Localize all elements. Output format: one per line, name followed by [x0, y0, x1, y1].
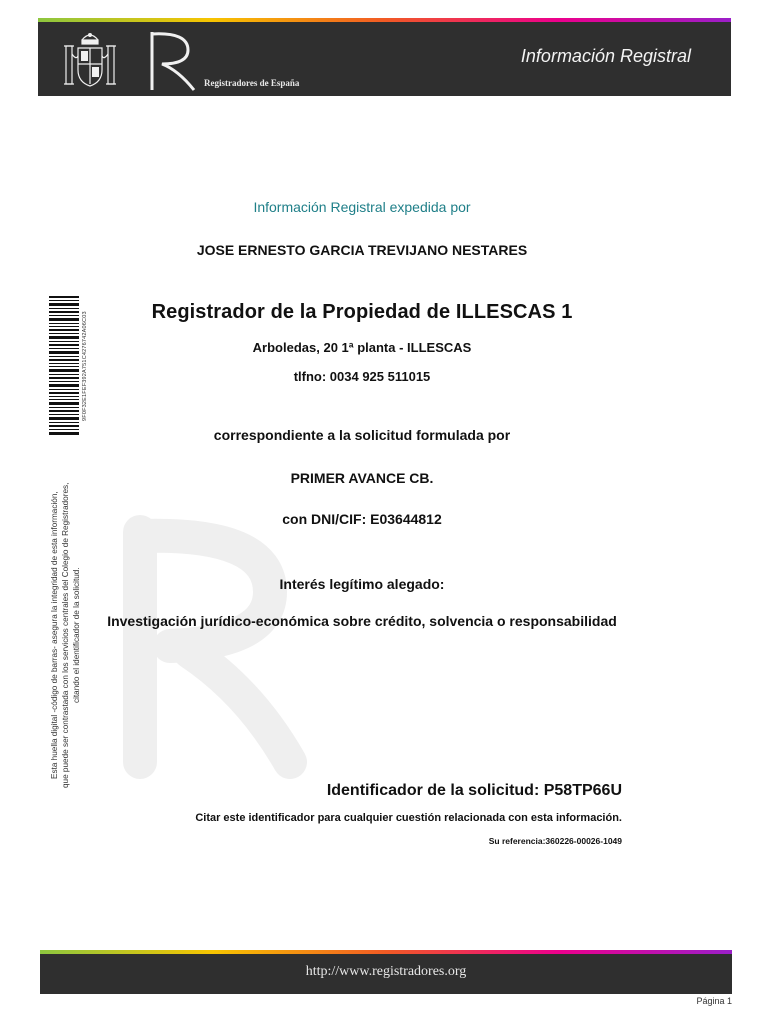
barcode-icon	[49, 296, 79, 436]
footer-color-stripe	[40, 950, 732, 954]
registry-title: Registrador de la Propiedad de ILLESCAS 1	[151, 301, 573, 323]
coat-of-arms-icon	[62, 26, 118, 92]
registradores-logo	[62, 26, 302, 92]
request-identifier: Identificador de la solicitud: P58TP66U	[326, 782, 622, 799]
header-bar	[38, 18, 731, 96]
header-color-stripe	[38, 18, 731, 22]
registry-address: Arboledas, 20 1ª planta - ILLESCAS	[252, 340, 472, 355]
requested-by-label: correspondiente a la solicitud formulada por	[213, 427, 511, 443]
footer-bar	[40, 950, 732, 994]
header-title: Información Registral	[520, 46, 691, 66]
issued-by-label: Información Registral expedida por	[253, 199, 471, 215]
integrity-note	[49, 470, 89, 800]
integrity-note-line: que puede ser contrastada con los servicios centrales del Colegio de Registradores,	[61, 482, 70, 788]
integrity-note-line: Esta huella digital -código de barras- asegura la integridad de esta información,	[50, 491, 59, 779]
interest-text: Investigación jurídico-económica sobre crédito, solvencia o responsabilidad	[107, 613, 617, 629]
interest-label: Interés legítimo alegado:	[279, 576, 445, 592]
barcode-text: 9F0F32E1FEF392A751C4276742A06C03	[82, 311, 88, 421]
cite-note: Citar este identificador para cualquier cuestión relacionada con esta información.	[195, 812, 622, 824]
org-name: Registradores de España	[204, 78, 300, 88]
footer-url-link[interactable]: http://www.registradores.org	[305, 964, 467, 979]
integrity-note-line: citando el identificador de la solicitud.	[72, 567, 81, 703]
r-watermark-icon	[100, 512, 310, 782]
applicant-name: PRIMER AVANCE CB.	[290, 470, 434, 486]
registry-phone: tlfno: 0034 925 511015	[293, 369, 431, 384]
r-logo-icon	[148, 30, 198, 92]
applicant-dni-cif: con DNI/CIF: E03644812	[282, 511, 442, 527]
reference-number: Su referencia:360226-00026-1049	[488, 836, 622, 846]
page-number: Página 1	[696, 996, 732, 1006]
registrar-name: JOSE ERNESTO GARCIA TREVIJANO NESTARES	[196, 242, 528, 258]
